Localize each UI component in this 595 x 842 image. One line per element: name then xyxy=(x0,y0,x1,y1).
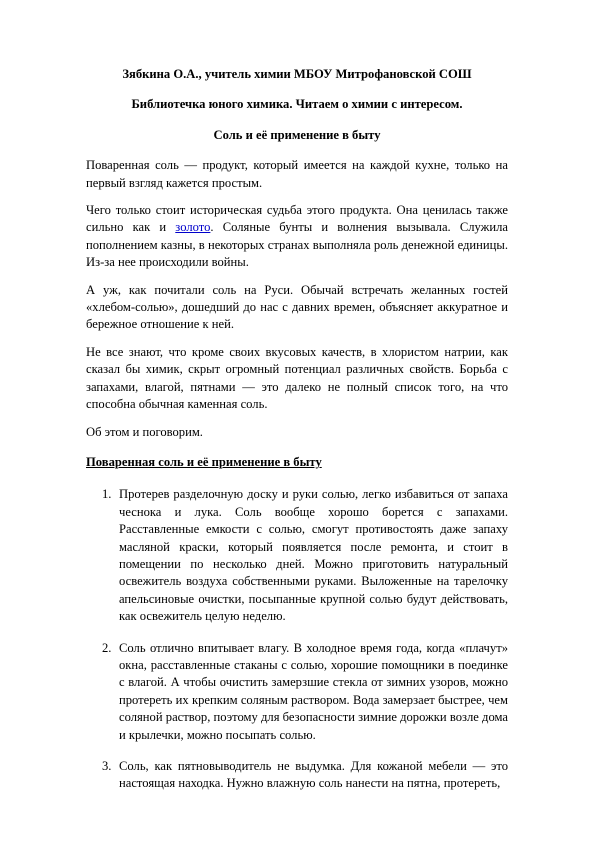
intro-paragraph-2-start: Чего только стоит историческая судьба этого продукта. Она ценилась также сильно как и xyxy=(86,203,508,235)
list-item xyxy=(86,640,508,744)
intro-paragraph-3: А уж, как почитали соль на Руси. Обычай встречать желанных гостей «хлебом-солью», дошедший до нас с давних времен, объясняет аккуратное и бережное отношение к ней. xyxy=(86,282,508,332)
document-content xyxy=(86,66,508,807)
author-line: Зябкина О.А., учитель химии МБОУ Митрофановской СОШ xyxy=(122,67,472,81)
intro-paragraph-2 xyxy=(86,202,508,272)
gold-link[interactable]: золото xyxy=(175,220,211,235)
document-title: Соль и её применение в быту xyxy=(213,127,381,142)
intro-paragraph-5: Об этом и поговорим. xyxy=(86,424,203,439)
list-item xyxy=(86,486,508,625)
list-item-number: 2. xyxy=(102,640,112,655)
intro-paragraph-1: Поваренная соль — продукт, который имеется на каждой кухне, только на первый взгляд кажется простым. xyxy=(86,158,508,190)
section-title: Поваренная соль и её применение в быту xyxy=(86,454,322,469)
list-item-text: Соль отлично впитывает влагу. В холодное время года, когда «плачут» окна, расставленные стаканы с солью, хорошие помощники в поединке с влагой. А чтобы очистить замерзшие стекла от зимних узоров, можно протереть их крепким соляным раствором. Вода замерзает быстрее, чем соляной раствор, поэтому для безопасности зимние дорожки возле дома и крылечки, можно посыпать солью. xyxy=(119,640,508,742)
usage-list xyxy=(86,486,508,793)
list-item-text: Соль, как пятновыводитель не выдумка. Для кожаной мебели — это настоящая находка. Нужно влажную соль нанести на пятна, протереть, xyxy=(119,759,508,791)
list-item-number: 3. xyxy=(102,759,112,773)
intro-paragraph-4: Не все знают, что кроме своих вкусовых качеств, в хлористом натрии, как сказал бы химик, скрыт огромный потенциал различных свойств. Борьба с запахами, влагой, пятнами — это далеко не полный список того, на что способна обычная каменная соль. xyxy=(86,344,508,412)
list-item xyxy=(86,758,508,793)
intro-paragraph-2-end: . Соляные бунты и волнения вызывала. Служила пополнением казны, в некоторых странах выполняла роль денежной единицы. Из-за нее происходили войны. xyxy=(86,220,508,270)
series-line: Библиотечка юного химика. Читаем о химии с интересом. xyxy=(131,97,463,112)
list-item-number: 1. xyxy=(102,487,112,502)
list-item-text: Протерев разделочную доску и руки солью, легко избавиться от запаха чеснока и лука. Соль вообще хорошо борется с запахами. Расставленные емкости с солью, смогут противостоять даже запаху масляной краски, который появляется после ремонта, и стоит в помещении по несколько дней. Можно приготовить натуральный освежитель воздуха собственными руками. Выложенные на тарелочку апельсиновые очистки, посыпанные крупной солью будут действовать, как освежитель целую неделю. xyxy=(119,487,508,624)
